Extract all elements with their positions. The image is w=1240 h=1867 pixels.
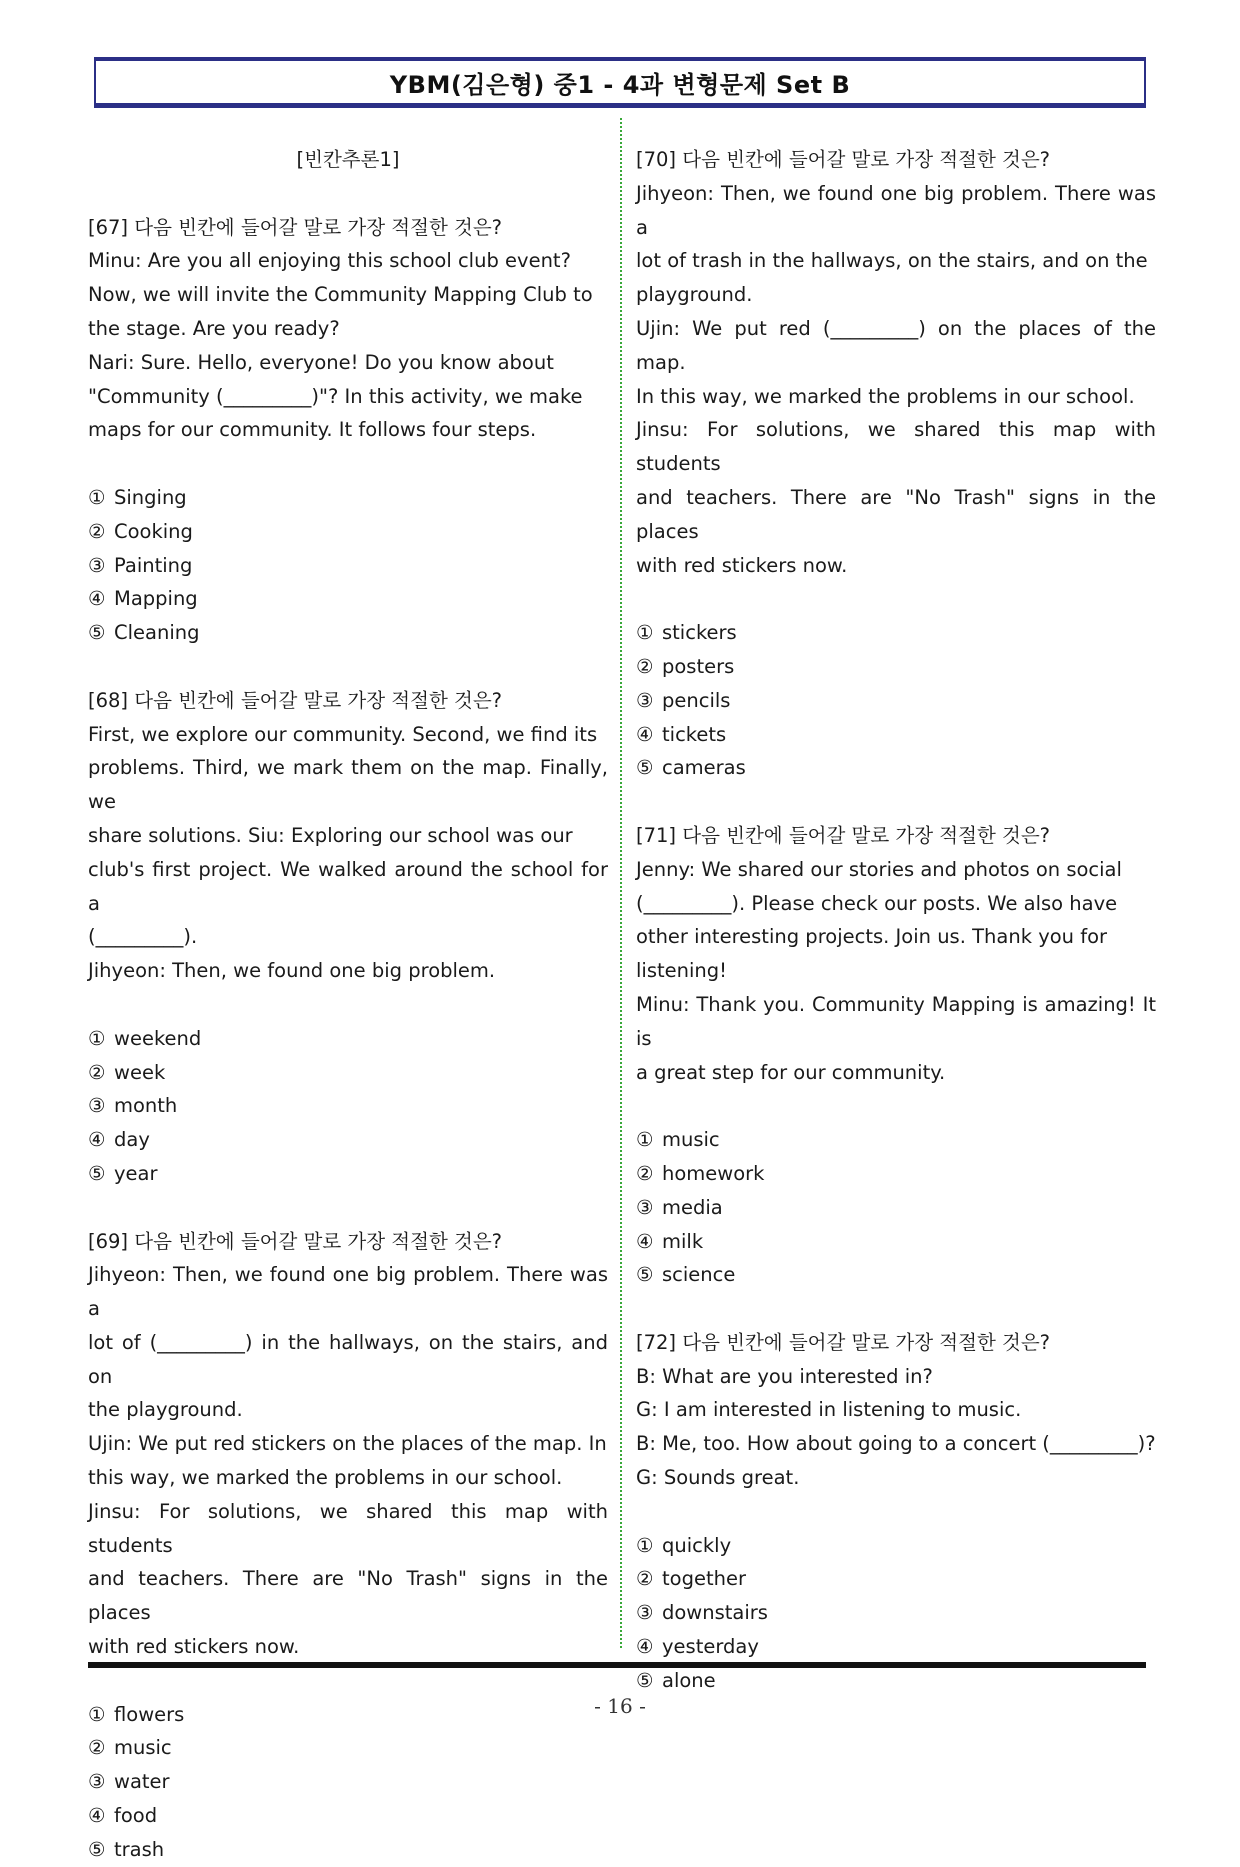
bottom-rule xyxy=(88,1662,1146,1668)
option-item[interactable]: ③ Painting xyxy=(88,553,193,577)
question-passage: Jihyeon: Then, we found one big problem. There was a lot of trash in the hallways, on the stairs, and on the playground. Ujin: We put red (_________) on the places of the map. In this way, we marked the problems in our school. Jinsu: For solutions, we shared this map with students and teachers. There are "No Trash" signs in the places with red stickers now. xyxy=(636,181,1156,577)
option-item[interactable]: ④ yesterday xyxy=(636,1635,759,1659)
option-item[interactable]: ⑤ alone xyxy=(636,1668,716,1692)
question-71 xyxy=(636,819,1156,1292)
option-item[interactable]: ③ water xyxy=(88,1770,170,1794)
option-item[interactable]: ⑤ science xyxy=(636,1263,736,1287)
option-item[interactable]: ④ tickets xyxy=(636,722,727,746)
answer-options xyxy=(636,1529,1156,1698)
question-prompt: [68] 다음 빈칸에 들어갈 말로 가장 적절한 것은? xyxy=(88,688,503,712)
answer-options xyxy=(636,1123,1156,1292)
question-70 xyxy=(636,143,1156,785)
option-item[interactable]: ② music xyxy=(88,1736,172,1760)
question-prompt: [69] 다음 빈칸에 들어갈 말로 가장 적절한 것은? xyxy=(88,1229,503,1253)
option-item[interactable]: ③ pencils xyxy=(636,688,731,712)
option-item[interactable]: ① music xyxy=(636,1128,720,1152)
question-passage: First, we explore our community. Second, we find its problems. Third, we mark them on the map. Finally, we share solutions. Siu: Exploring our school was our club's first project. We walked around the school for a (_________). Jihyeon: Then, we found one big problem. xyxy=(88,722,608,983)
page-title-box xyxy=(94,59,1146,105)
option-item[interactable]: ② week xyxy=(88,1060,166,1084)
left-column xyxy=(88,143,608,1867)
option-item[interactable]: ⑤ year xyxy=(88,1161,158,1185)
option-item[interactable]: ② posters xyxy=(636,654,735,678)
question-68 xyxy=(88,684,608,1191)
option-item[interactable]: ② together xyxy=(636,1567,746,1591)
option-item[interactable]: ⑤ trash xyxy=(88,1837,165,1861)
column-divider xyxy=(620,118,622,1648)
page-number: - 16 - xyxy=(594,1694,646,1718)
right-column xyxy=(636,143,1156,1698)
answer-options xyxy=(88,1022,608,1191)
option-item[interactable]: ④ Mapping xyxy=(88,587,198,611)
answer-options xyxy=(636,616,1156,785)
option-item[interactable]: ⑤ Cleaning xyxy=(88,621,200,645)
question-prompt: [67] 다음 빈칸에 들어갈 말로 가장 적절한 것은? xyxy=(88,215,503,239)
answer-options xyxy=(88,1698,608,1867)
question-67 xyxy=(88,211,608,650)
option-item[interactable]: ① Singing xyxy=(88,485,187,509)
question-passage: B: What are you interested in? G: I am interested in listening to music. B: Me, too. How about going to a concert (_________)? G: Sounds great. xyxy=(636,1364,1156,1490)
option-item[interactable]: ② Cooking xyxy=(88,519,193,543)
option-item[interactable]: ① weekend xyxy=(88,1026,202,1050)
page-title: YBM(김은형) 중1 - 4과 변형문제 Set B xyxy=(389,70,851,99)
question-72 xyxy=(636,1326,1156,1698)
option-item[interactable]: ③ downstairs xyxy=(636,1601,768,1625)
question-prompt: [70] 다음 빈칸에 들어갈 말로 가장 적절한 것은? xyxy=(636,148,1051,171)
option-item[interactable]: ① flowers xyxy=(88,1702,185,1726)
option-item[interactable]: ④ food xyxy=(88,1804,158,1828)
option-item[interactable]: ⑤ cameras xyxy=(636,756,746,780)
option-item[interactable]: ① stickers xyxy=(636,621,737,645)
question-passage: Jenny: We shared our stories and photos on social (_________). Please check our posts. We also have other interesting projects. Join us. Thank you for listening! Minu: Thank you. Community Mapping is amazing! It is a great step for our community. xyxy=(636,857,1156,1084)
answer-options xyxy=(88,481,608,650)
option-item[interactable]: ④ milk xyxy=(636,1229,704,1253)
question-prompt: [72] 다음 빈칸에 들어갈 말로 가장 적절한 것은? xyxy=(636,1330,1051,1354)
question-69 xyxy=(88,1225,608,1867)
section-label: [빈칸추론1] xyxy=(296,148,400,171)
option-item[interactable]: ③ media xyxy=(636,1195,723,1219)
question-passage: Minu: Are you all enjoying this school club event? Now, we will invite the Community Mapping Club to the stage. Are you ready? Nari: Sure. Hello, everyone! Do you know about "Community (_________)"? In this activity, we make maps for our community. It follows four steps. xyxy=(88,249,593,442)
question-passage: Jihyeon: Then, we found one big problem. There was a lot of (_________) in the hallways, on the stairs, and on the playground. Ujin: We put red stickers on the places of the map. In this way, we marked the problems in our school. Jinsu: For solutions, we shared this map with students and teachers. There are "No Trash" signs in the places with red stickers now. xyxy=(88,1263,608,1659)
option-item[interactable]: ② homework xyxy=(636,1161,765,1185)
option-item[interactable]: ④ day xyxy=(88,1128,150,1152)
question-prompt: [71] 다음 빈칸에 들어갈 말로 가장 적절한 것은? xyxy=(636,823,1051,847)
option-item[interactable]: ③ month xyxy=(88,1094,178,1118)
option-item[interactable]: ① quickly xyxy=(636,1533,732,1557)
